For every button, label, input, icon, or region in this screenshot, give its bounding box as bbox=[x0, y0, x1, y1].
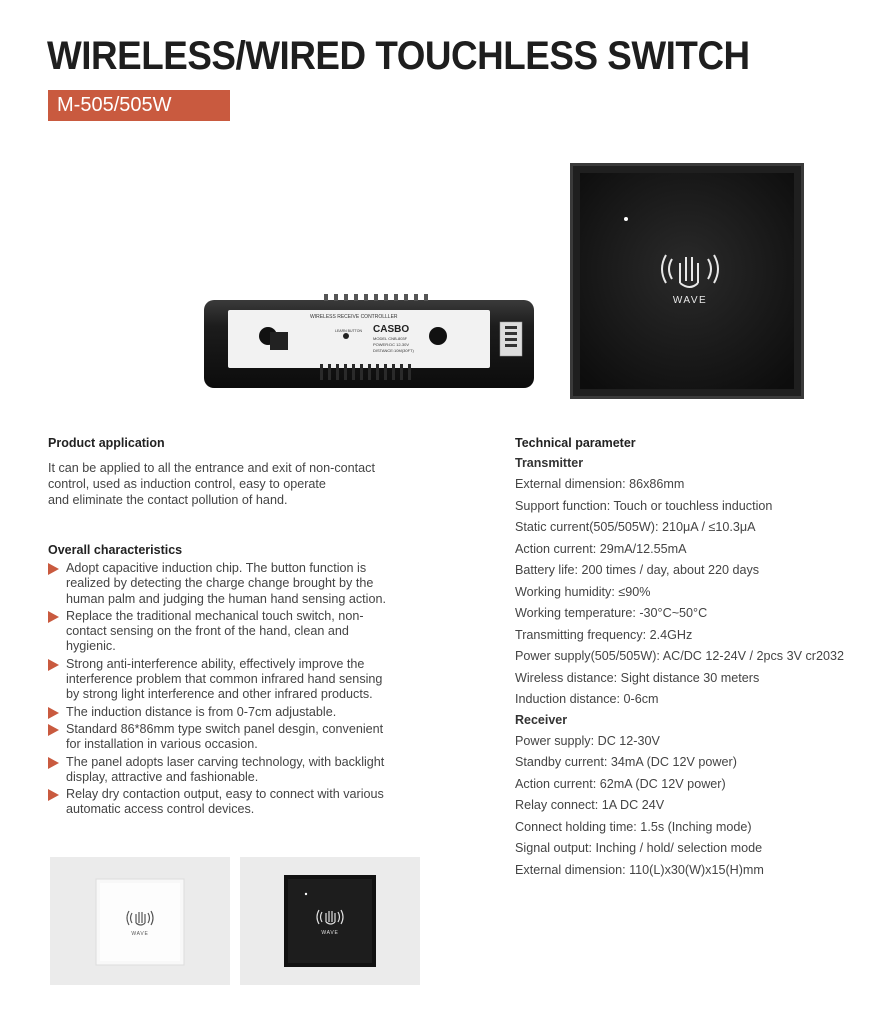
controller-power: POWER:DC 12-30V bbox=[373, 342, 410, 347]
spec-line: Wireless distance: Sight distance 30 meters bbox=[515, 670, 760, 685]
arrow-icon bbox=[48, 724, 59, 736]
spec-line: Action current: 62mA (DC 12V power) bbox=[515, 776, 726, 791]
arrow-icon bbox=[48, 707, 59, 719]
spec-line: Connect holding time: 1.5s (Inching mode) bbox=[515, 819, 752, 834]
technical-parameter-heading: Technical parameter bbox=[515, 436, 636, 450]
receiver-heading: Receiver bbox=[515, 712, 568, 727]
controller-title: WIRELESS RECEIVE CONTROLLLER bbox=[310, 314, 398, 320]
transmitter-heading: Transmitter bbox=[515, 456, 584, 470]
list-item: Strong anti-interference ability, effectively improve the interference problem that common infrared hand sensing by strong light interference and other infrared products. bbox=[48, 657, 428, 703]
list-item: The induction distance is from 0-7cm adjustable. bbox=[48, 705, 428, 720]
spec-line: Relay connect: 1A DC 24V bbox=[515, 798, 665, 812]
list-item: The panel adopts laser carving technology, with backlight display, attractive and fashionable. bbox=[48, 755, 428, 786]
spec-line: Support function: Touch or touchless induction bbox=[515, 498, 773, 513]
spec-line: Signal output: Inching / hold/ selection mode bbox=[515, 841, 763, 855]
thumb-wave-label: WAVE bbox=[321, 930, 339, 936]
list-item: Standard 86*86mm type switch panel desgin, convenient for installation in various occasion. bbox=[48, 722, 428, 753]
arrow-icon bbox=[48, 789, 59, 801]
product-application-text: It can be applied to all the entrance and exit of non-contact control, used as induction control, easy to operate and eliminate the contact pollution of hand. bbox=[48, 461, 375, 507]
arrow-icon bbox=[48, 563, 59, 575]
thumb-wave-label: WAVE bbox=[131, 931, 149, 937]
spec-line: External dimension: 110(L)x30(W)x15(H)mm bbox=[515, 862, 764, 877]
list-item: Adopt capacitive induction chip. The button function is realized by detecting the charge change brought by the human palm and judging the human hand sensing action. bbox=[48, 561, 428, 607]
list-item: Relay dry contaction output, easy to connect with various automatic access control devices. bbox=[48, 787, 428, 818]
right-column bbox=[515, 436, 865, 881]
spec-line: Working humidity: ≤90% bbox=[515, 584, 651, 599]
white-panel-thumbnail bbox=[50, 857, 230, 985]
spec-line: Battery life: 200 times / day, about 220 days bbox=[515, 563, 760, 577]
receiver-controller-image bbox=[200, 292, 538, 396]
controller-brand: CASBO bbox=[373, 324, 410, 335]
dark-switch-panel-image bbox=[570, 163, 804, 399]
spec-line: Working temperature: -30°C~50°C bbox=[515, 606, 708, 620]
spec-line: Transmitting frequency: 2.4GHz bbox=[515, 627, 693, 642]
spec-line: Power supply(505/505W): AC/DC 12-24V / 2pcs 3V cr2032 bbox=[515, 649, 844, 663]
product-application-heading: Product application bbox=[48, 436, 165, 450]
controller-distance: DISTANCE:10M(30FT) bbox=[373, 348, 414, 353]
controller-learn: LEARN BUTTON bbox=[335, 329, 362, 333]
arrow-icon bbox=[48, 659, 59, 671]
controller-model: MODEL CNB-803F bbox=[373, 336, 408, 341]
spec-line: External dimension: 86x86mm bbox=[515, 477, 685, 491]
page-title: WIRELESS/WIRED TOUCHLESS SWITCH bbox=[47, 34, 750, 78]
arrow-icon bbox=[48, 757, 59, 769]
spec-line: Standby current: 34mA (DC 12V power) bbox=[515, 755, 737, 769]
spec-line: Action current: 29mA/12.55mA bbox=[515, 541, 687, 556]
characteristics-list bbox=[48, 561, 428, 818]
spec-line: Induction distance: 0-6cm bbox=[515, 692, 659, 706]
panel-wave-label: WAVE bbox=[672, 295, 708, 306]
model-tag: M-505/505W bbox=[48, 90, 230, 121]
spec-line: Static current(505/505W): 210μA / ≤10.3μA bbox=[515, 520, 756, 534]
overall-characteristics-heading: Overall characteristics bbox=[48, 543, 183, 557]
list-item: Replace the traditional mechanical touch switch, non- contact sensing on the front of the hand, clean and hygienic. bbox=[48, 609, 428, 655]
arrow-icon bbox=[48, 611, 59, 623]
spec-line: Power supply: DC 12-30V bbox=[515, 733, 660, 748]
black-panel-thumbnail bbox=[240, 857, 420, 985]
left-column bbox=[48, 436, 428, 820]
